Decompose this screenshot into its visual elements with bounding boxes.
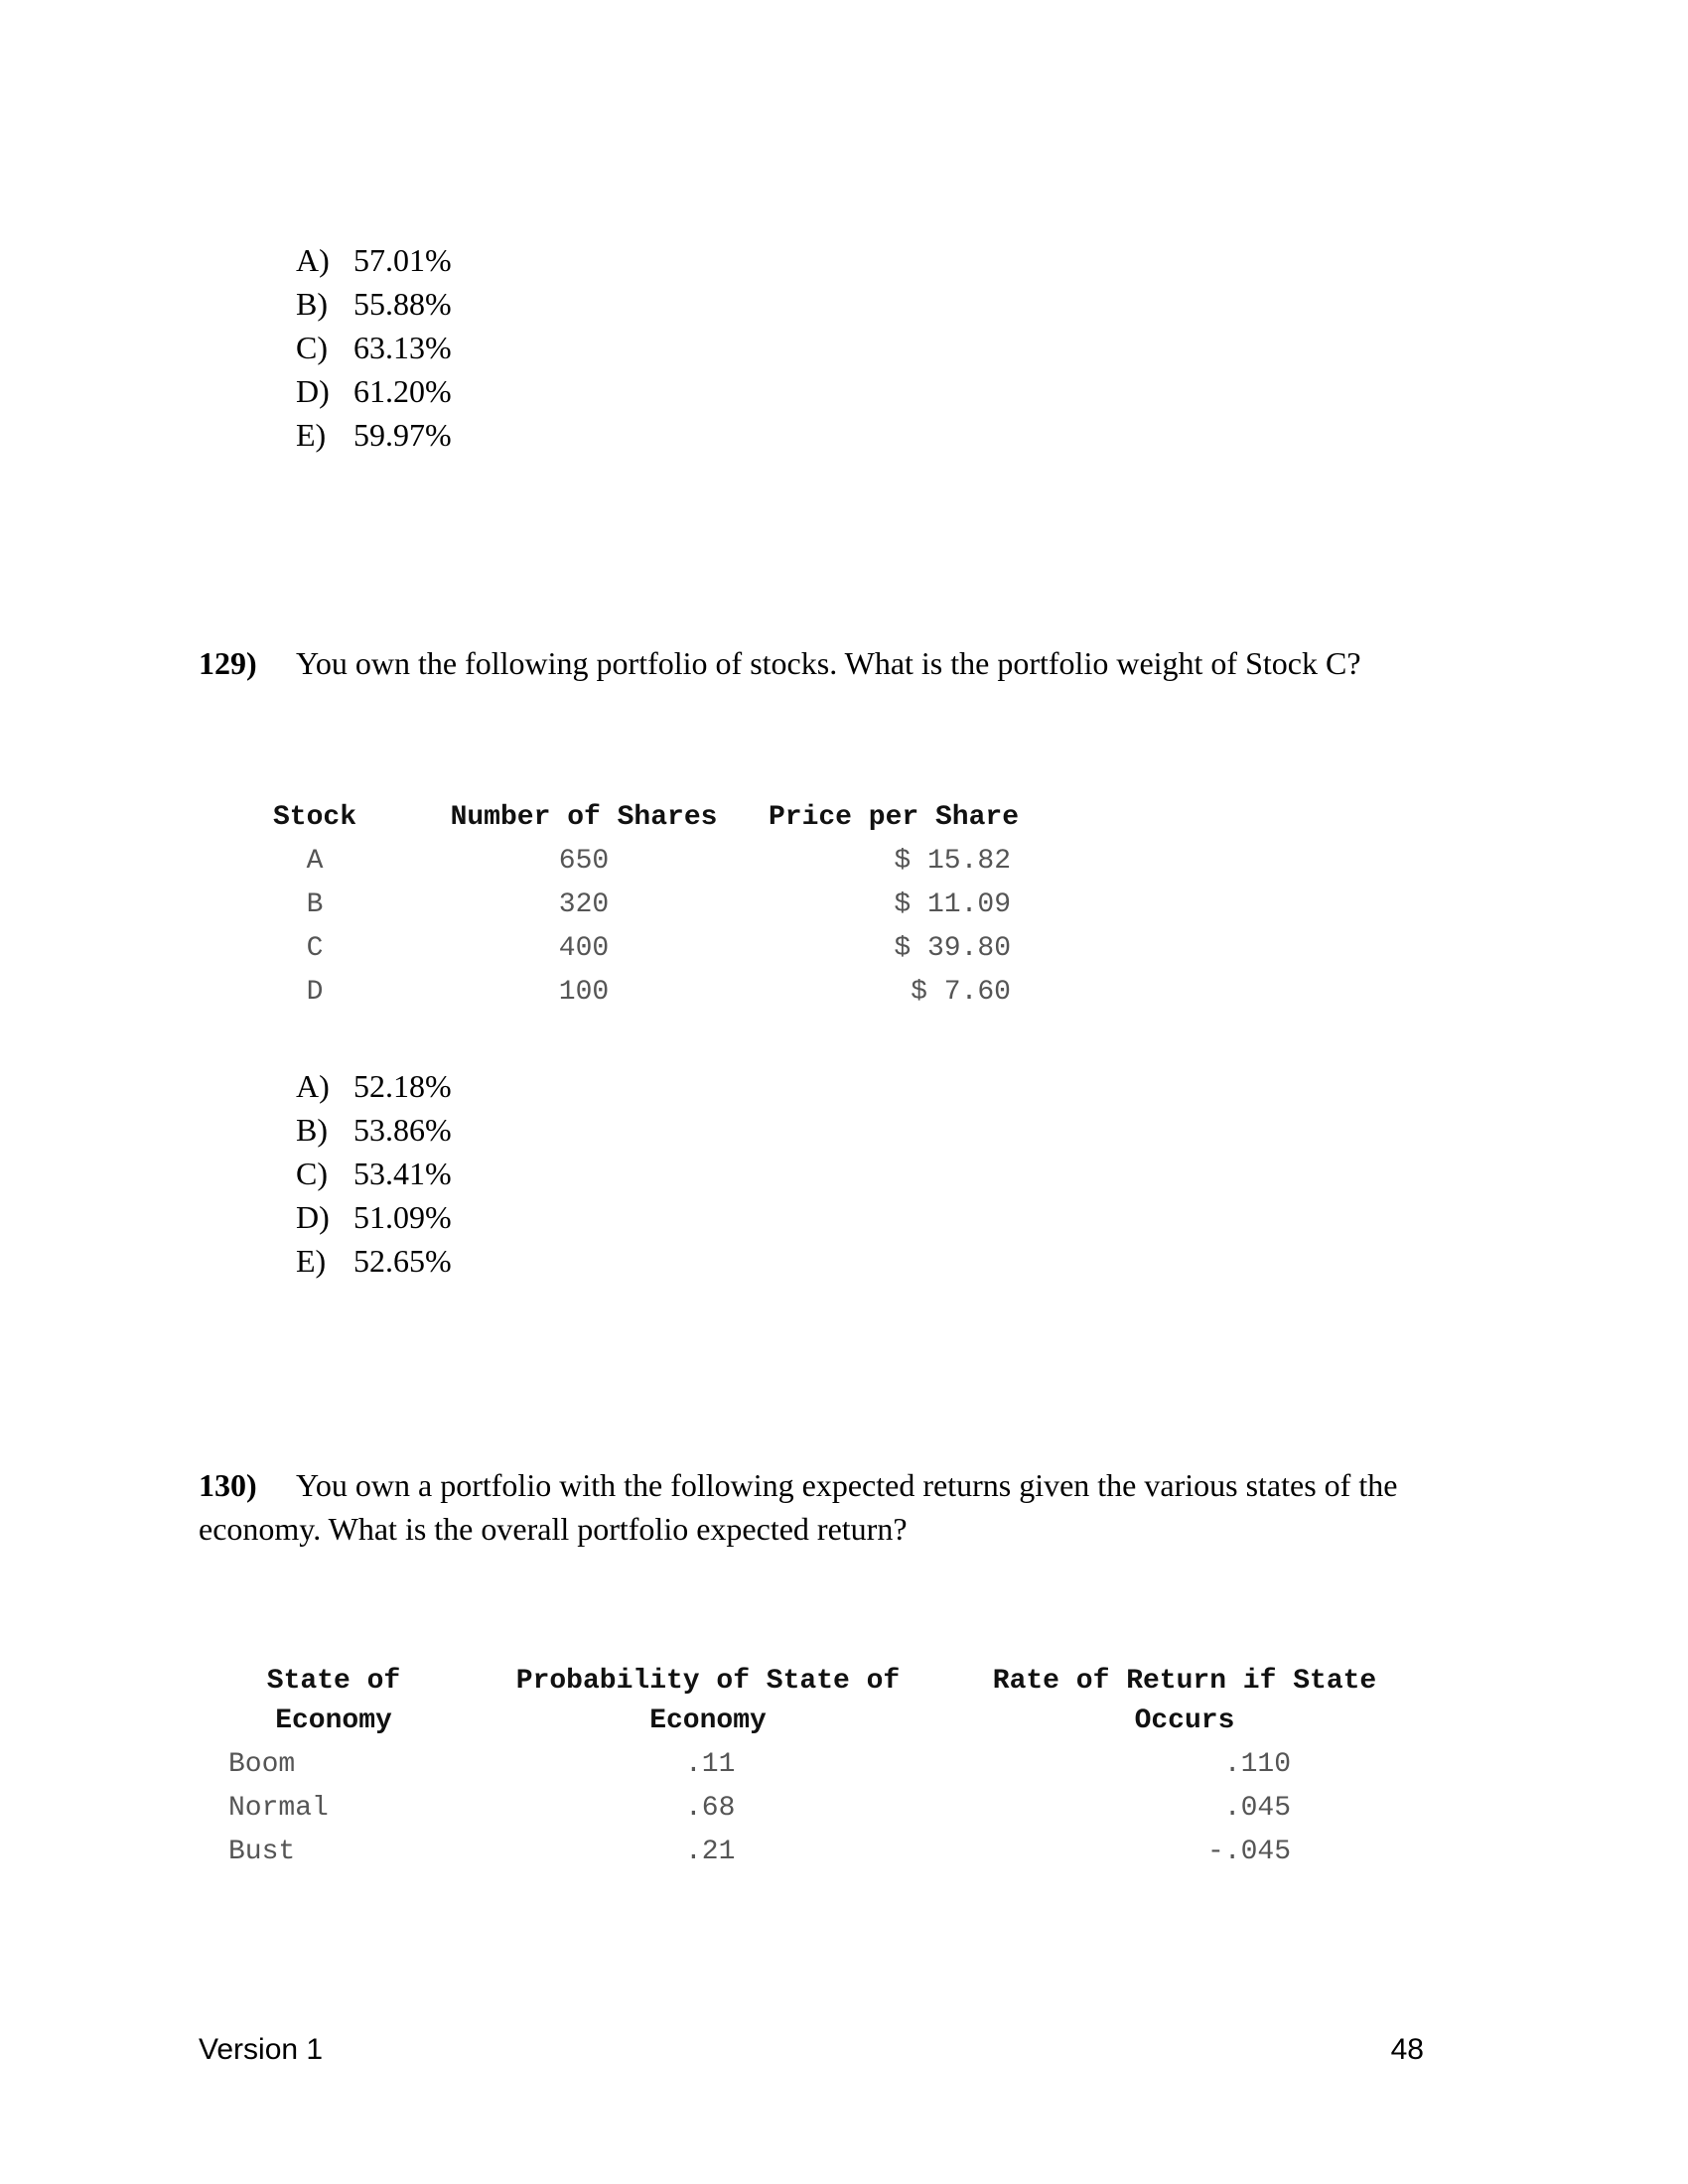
- table-cell: $ 7.60: [911, 977, 1011, 1008]
- question-number: 130): [199, 1467, 257, 1503]
- table-cell: Boom: [228, 1749, 296, 1780]
- table-cell: $ 11.09: [894, 889, 1011, 920]
- question-130: [199, 1463, 1397, 1507]
- choice-d: D) 61.20%: [296, 373, 452, 409]
- table-cell: 650: [558, 846, 610, 877]
- table-header: Stock: [272, 802, 356, 833]
- page-number: 48: [1390, 2033, 1424, 2066]
- choice-b: B) 53.86%: [296, 1112, 452, 1148]
- question-129: [199, 641, 1361, 685]
- table-cell: -.045: [1206, 1837, 1291, 1867]
- choice-b: B) 55.88%: [296, 286, 452, 322]
- table-cell: .68: [685, 1793, 736, 1824]
- table-cell: .045: [1223, 1793, 1291, 1824]
- choice-c: C) 63.13%: [296, 330, 452, 365]
- question-text-line2: economy. What is the overall portfolio expected return?: [199, 1511, 908, 1547]
- q129-choices: [296, 1064, 452, 1283]
- table-cell: Bust: [228, 1837, 296, 1867]
- table-cell: .21: [685, 1837, 736, 1867]
- table-cell: 100: [558, 977, 610, 1008]
- table-cell: $ 39.80: [894, 933, 1011, 964]
- table-cell: 400: [558, 933, 610, 964]
- prev-question-choices: [296, 238, 452, 457]
- choice-a: A) 52.18%: [296, 1068, 452, 1104]
- question-number: 129): [199, 645, 257, 681]
- table-cell: .110: [1223, 1749, 1291, 1780]
- choice-c: C) 53.41%: [296, 1156, 452, 1191]
- table-cell: D: [306, 977, 324, 1008]
- choice-e: E) 52.65%: [296, 1243, 452, 1279]
- table-header: Price per Share: [768, 802, 1020, 833]
- table-header: Number of Shares: [450, 802, 718, 833]
- choice-d: D) 51.09%: [296, 1199, 452, 1235]
- table-header: State of Economy: [266, 1666, 401, 1736]
- footer-version: Version 1: [199, 2033, 324, 2066]
- choice-a: A) 57.01%: [296, 242, 452, 278]
- table-header: Rate of Return if State Occurs: [992, 1666, 1377, 1736]
- question-text: You own the following portfolio of stocks. What is the portfolio weight of Stock C?: [296, 645, 1361, 681]
- table-cell: B: [306, 889, 324, 920]
- table-cell: $ 15.82: [894, 846, 1011, 877]
- table-header: Probability of State of Economy: [515, 1666, 901, 1736]
- table-cell: C: [306, 933, 324, 964]
- table-cell: .11: [685, 1749, 736, 1780]
- choice-e: E) 59.97%: [296, 417, 452, 453]
- table-cell: 320: [558, 889, 610, 920]
- table-cell: Normal: [228, 1793, 329, 1824]
- question-text-line1: You own a portfolio with the following expected returns given the various states of the: [296, 1467, 1398, 1503]
- table-cell: A: [306, 846, 324, 877]
